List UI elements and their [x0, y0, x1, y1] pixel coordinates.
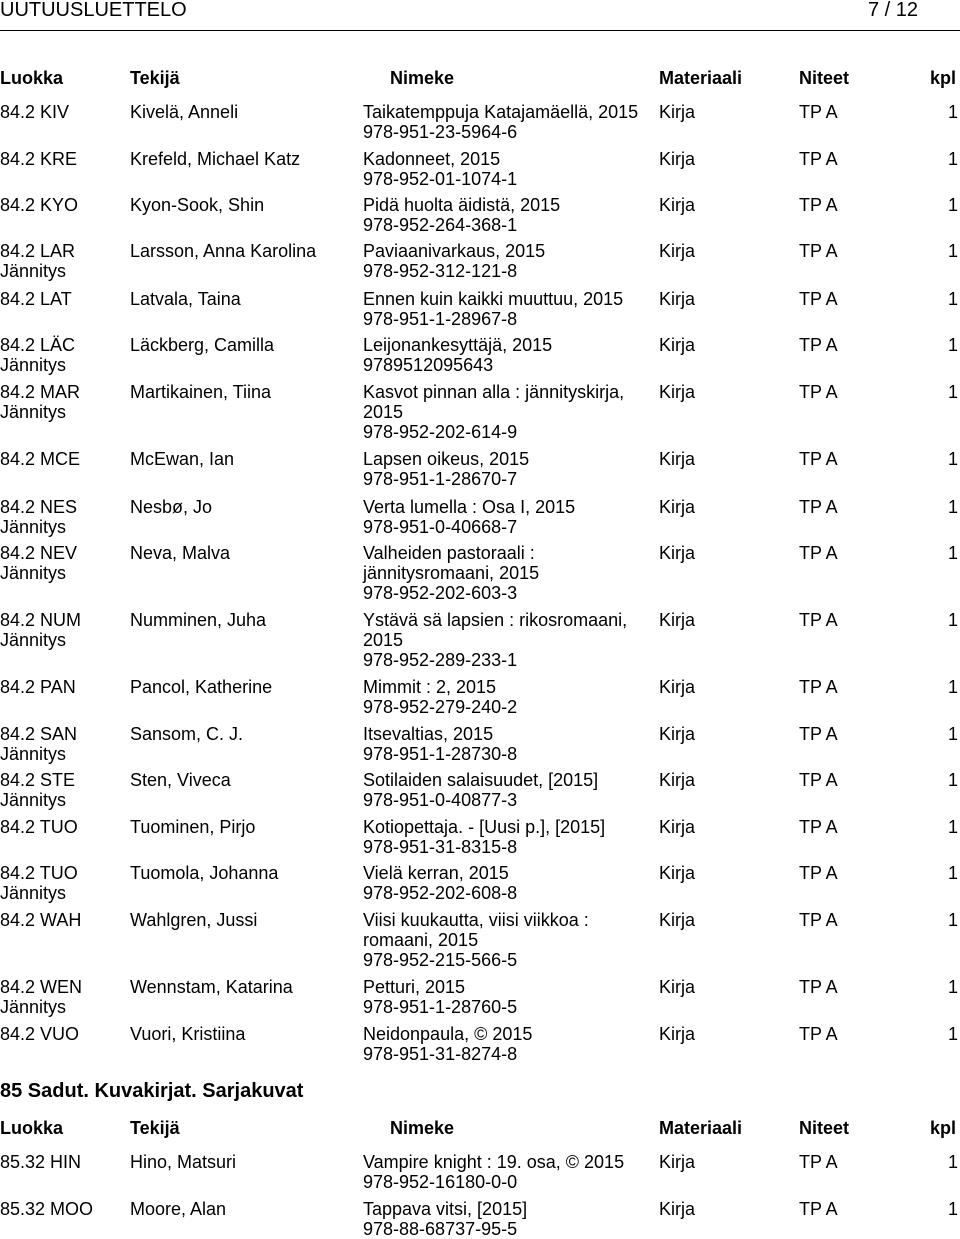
cell-tekija: Pancol, Katherine	[130, 677, 273, 697]
genre-label: Jännitys	[0, 355, 67, 375]
genre-label: Jännitys	[0, 997, 67, 1017]
isbn: 978-952-279-240-2	[363, 697, 518, 717]
header-tekija: Tekijä	[130, 68, 180, 88]
cell-materiaali: Kirja	[659, 770, 696, 790]
class-code: 85.32 MOO	[0, 1199, 94, 1219]
cell-tekija: Läckberg, Camilla	[130, 335, 275, 355]
cell-niteet: TP A	[799, 817, 838, 837]
cell-materiaali: Kirja	[659, 910, 696, 930]
cell-materiaali: Kirja	[659, 977, 696, 997]
cell-nimeke	[363, 289, 648, 329]
cell-luokka	[0, 770, 120, 810]
title-line: Ystävä sä lapsien : rikosromaani,	[363, 610, 628, 630]
table-header-2	[0, 1117, 960, 1139]
cell-kpl: 1	[948, 102, 959, 122]
cell-niteet: TP A	[799, 724, 838, 744]
cell-nimeke	[363, 335, 648, 375]
cell-materiaali: Kirja	[659, 1024, 696, 1044]
cell-niteet: TP A	[799, 610, 838, 630]
cell-luokka	[0, 817, 120, 837]
class-code: 84.2 PAN	[0, 677, 76, 697]
cell-tekija: Tuomola, Johanna	[130, 863, 279, 883]
cell-luokka	[0, 449, 120, 469]
cell-tekija: Vuori, Kristiina	[130, 1024, 246, 1044]
title-line: Sotilaiden salaisuudet, [2015]	[363, 770, 599, 790]
isbn: 978-951-23-5964-6	[363, 122, 518, 142]
cell-tekija: Martikainen, Tiina	[130, 382, 272, 402]
genre-label: Jännitys	[0, 261, 67, 281]
cell-kpl: 1	[948, 1024, 959, 1044]
cell-nimeke	[363, 977, 648, 1017]
cell-luokka	[0, 382, 120, 422]
cell-tekija: McEwan, Ian	[130, 449, 235, 469]
isbn: 978-951-31-8315-8	[363, 837, 518, 857]
title-line: Valheiden pastoraali :	[363, 543, 535, 563]
class-code: 84.2 LÄC	[0, 335, 76, 355]
page-number: 7 / 12	[867, 0, 918, 21]
cell-materiaali: Kirja	[659, 289, 696, 309]
cell-niteet: TP A	[799, 863, 838, 883]
isbn: 978-952-312-121-8	[363, 261, 518, 281]
cell-tekija: Kyon-Sook, Shin	[130, 195, 265, 215]
cell-nimeke	[363, 724, 648, 764]
genre-label: Jännitys	[0, 630, 67, 650]
cell-niteet: TP A	[799, 449, 838, 469]
title-line: Vielä kerran, 2015	[363, 863, 509, 883]
cell-tekija: Wahlgren, Jussi	[130, 910, 258, 930]
cell-nimeke	[363, 449, 648, 489]
cell-tekija: Neva, Malva	[130, 543, 231, 563]
cell-materiaali: Kirja	[659, 449, 696, 469]
isbn: 978-951-0-40668-7	[363, 517, 518, 537]
class-code: 84.2 NUM	[0, 610, 82, 630]
header-luokka: Luokka	[0, 68, 64, 88]
cell-luokka	[0, 241, 120, 281]
cell-niteet: TP A	[799, 977, 838, 997]
isbn: 978-952-202-603-3	[363, 583, 518, 603]
cell-niteet: TP A	[799, 910, 838, 930]
class-code: 85.32 HIN	[0, 1152, 82, 1172]
cell-materiaali: Kirja	[659, 102, 696, 122]
header-materiaali: Materiaali	[659, 1118, 743, 1138]
cell-kpl: 1	[948, 977, 959, 997]
header-nimeke: Nimeke	[390, 1118, 455, 1138]
class-code: 84.2 WAH	[0, 910, 82, 930]
class-code: 84.2 VUO	[0, 1024, 80, 1044]
isbn: 978-952-16180-0-0	[363, 1172, 518, 1192]
cell-kpl: 1	[948, 497, 959, 517]
cell-kpl: 1	[948, 241, 959, 261]
class-code: 84.2 KRE	[0, 149, 78, 169]
header-tekija: Tekijä	[130, 1118, 180, 1138]
cell-tekija: Larsson, Anna Karolina	[130, 241, 317, 261]
isbn: 978-952-202-608-8	[363, 883, 518, 903]
cell-luokka	[0, 102, 120, 122]
cell-materiaali: Kirja	[659, 195, 696, 215]
cell-tekija: Kivelä, Anneli	[130, 102, 239, 122]
cell-materiaali: Kirja	[659, 1152, 696, 1172]
cell-kpl: 1	[948, 677, 959, 697]
cell-nimeke	[363, 817, 648, 857]
cell-materiaali: Kirja	[659, 382, 696, 402]
title-line: Ennen kuin kaikki muuttuu, 2015	[363, 289, 624, 309]
title-line: Mimmit : 2, 2015	[363, 677, 497, 697]
cell-niteet: TP A	[799, 149, 838, 169]
cell-niteet: TP A	[799, 335, 838, 355]
cell-luokka	[0, 977, 120, 1017]
cell-kpl: 1	[948, 382, 959, 402]
cell-luokka	[0, 289, 120, 309]
cell-tekija: Hino, Matsuri	[130, 1152, 237, 1172]
genre-label: Jännitys	[0, 744, 67, 764]
cell-materiaali: Kirja	[659, 241, 696, 261]
cell-kpl: 1	[948, 724, 959, 744]
genre-label: Jännitys	[0, 402, 67, 422]
title-line: Verta lumella : Osa I, 2015	[363, 497, 576, 517]
page-title: UUTUUSLUETTELO	[0, 0, 187, 21]
title-line: Petturi, 2015	[363, 977, 466, 997]
cell-nimeke	[363, 677, 648, 717]
cell-niteet: TP A	[799, 543, 838, 563]
cell-kpl: 1	[948, 149, 959, 169]
class-code: 84.2 LAR	[0, 241, 76, 261]
cell-luokka	[0, 677, 120, 697]
class-code: 84.2 KYO	[0, 195, 79, 215]
cell-nimeke	[363, 102, 648, 142]
cell-niteet: TP A	[799, 770, 838, 790]
title-line: Lapsen oikeus, 2015	[363, 449, 530, 469]
top-rule	[0, 30, 960, 31]
title-line: romaani, 2015	[363, 930, 479, 950]
cell-tekija: Latvala, Taina	[130, 289, 241, 309]
cell-luokka	[0, 149, 120, 169]
cell-materiaali: Kirja	[659, 497, 696, 517]
cell-materiaali: Kirja	[659, 543, 696, 563]
title-line: Leijonankesyttäjä, 2015	[363, 335, 553, 355]
cell-niteet: TP A	[799, 289, 838, 309]
cell-tekija: Nesbø, Jo	[130, 497, 213, 517]
genre-label: Jännitys	[0, 563, 67, 583]
title-line: Itsevaltias, 2015	[363, 724, 494, 744]
header-luokka: Luokka	[0, 1118, 64, 1138]
cell-materiaali: Kirja	[659, 677, 696, 697]
cell-luokka	[0, 724, 120, 764]
cell-tekija: Krefeld, Michael Katz	[130, 149, 301, 169]
header-nimeke: Nimeke	[390, 68, 455, 88]
cell-luokka	[0, 195, 120, 215]
header-kpl: kpl	[930, 68, 957, 88]
title-line: Kotiopettaja. - [Uusi p.], [2015]	[363, 817, 606, 837]
cell-kpl: 1	[948, 910, 959, 930]
cell-tekija: Tuominen, Pirjo	[130, 817, 256, 837]
title-line: Kasvot pinnan alla : jännityskirja,	[363, 382, 625, 402]
title-line: 2015	[363, 630, 404, 650]
cell-materiaali: Kirja	[659, 149, 696, 169]
cell-kpl: 1	[948, 449, 959, 469]
cell-niteet: TP A	[799, 497, 838, 517]
isbn: 978-951-1-28730-8	[363, 744, 518, 764]
cell-niteet: TP A	[799, 1024, 838, 1044]
cell-luokka	[0, 543, 120, 583]
cell-kpl: 1	[948, 1199, 959, 1219]
cell-nimeke	[363, 1152, 648, 1192]
cell-nimeke	[363, 543, 648, 603]
isbn: 9789512095643	[363, 355, 494, 375]
cell-kpl: 1	[948, 195, 959, 215]
cell-materiaali: Kirja	[659, 610, 696, 630]
header-kpl: kpl	[930, 1118, 957, 1138]
isbn: 978-952-202-614-9	[363, 422, 518, 442]
title-line: Pidä huolta äidistä, 2015	[363, 195, 561, 215]
isbn: 978-952-264-368-1	[363, 215, 518, 235]
title-line: Paviaanivarkaus, 2015	[363, 241, 546, 261]
cell-materiaali: Kirja	[659, 863, 696, 883]
isbn: 978-952-289-233-1	[363, 650, 518, 670]
cell-kpl: 1	[948, 817, 959, 837]
cell-luokka	[0, 335, 120, 375]
header-niteet: Niteet	[799, 1118, 850, 1138]
cell-niteet: TP A	[799, 382, 838, 402]
cell-niteet: TP A	[799, 241, 838, 261]
title-line: Taikatemppuja Katajamäellä, 2015	[363, 102, 639, 122]
isbn: 978-951-1-28967-8	[363, 309, 518, 329]
cell-nimeke	[363, 195, 648, 235]
cell-nimeke	[363, 863, 648, 903]
table-header	[0, 67, 960, 89]
class-code: 84.2 MCE	[0, 449, 81, 469]
isbn: 978-951-31-8274-8	[363, 1044, 518, 1064]
cell-niteet: TP A	[799, 195, 838, 215]
cell-luokka	[0, 1199, 120, 1219]
title-line: jännitysromaani, 2015	[363, 563, 540, 583]
class-code: 84.2 LAT	[0, 289, 72, 309]
title-line: Neidonpaula, © 2015	[363, 1024, 533, 1044]
cell-materiaali: Kirja	[659, 817, 696, 837]
cell-nimeke	[363, 910, 648, 970]
title-line: 2015	[363, 402, 404, 422]
cell-tekija: Wennstam, Katarina	[130, 977, 293, 997]
section-title: 85 Sadut. Kuvakirjat. Sarjakuvat	[0, 1080, 304, 1102]
cell-niteet: TP A	[799, 1152, 838, 1172]
cell-kpl: 1	[948, 1152, 959, 1172]
class-code: 84.2 NES	[0, 497, 78, 517]
isbn: 978-952-01-1074-1	[363, 169, 518, 189]
cell-niteet: TP A	[799, 102, 838, 122]
title-line: Vampire knight : 19. osa, © 2015	[363, 1152, 625, 1172]
cell-nimeke	[363, 610, 648, 670]
cell-tekija: Moore, Alan	[130, 1199, 227, 1219]
class-code: 84.2 TUO	[0, 863, 78, 883]
cell-niteet: TP A	[799, 1199, 838, 1219]
cell-nimeke	[363, 497, 648, 537]
class-code: 84.2 MAR	[0, 382, 81, 402]
class-code: 84.2 STE	[0, 770, 76, 790]
cell-materiaali: Kirja	[659, 335, 696, 355]
isbn: 978-951-1-28670-7	[363, 469, 518, 489]
isbn: 978-951-0-40877-3	[363, 790, 518, 810]
cell-kpl: 1	[948, 289, 959, 309]
cell-niteet: TP A	[799, 677, 838, 697]
class-code: 84.2 NEV	[0, 543, 78, 563]
genre-label: Jännitys	[0, 517, 67, 537]
class-code: 84.2 KIV	[0, 102, 70, 122]
genre-label: Jännitys	[0, 883, 67, 903]
cell-tekija: Sten, Viveca	[130, 770, 231, 790]
cell-nimeke	[363, 1024, 648, 1064]
cell-nimeke	[363, 149, 648, 189]
title-line: Kadonneet, 2015	[363, 149, 501, 169]
cell-luokka	[0, 1152, 120, 1172]
header-niteet: Niteet	[799, 68, 850, 88]
title-line: Viisi kuukautta, viisi viikkoa :	[363, 910, 589, 930]
cell-nimeke	[363, 770, 648, 810]
class-code: 84.2 TUO	[0, 817, 78, 837]
cell-luokka	[0, 610, 120, 650]
cell-nimeke	[363, 382, 648, 442]
cell-kpl: 1	[948, 335, 959, 355]
cell-nimeke	[363, 1199, 648, 1239]
cell-luokka	[0, 497, 120, 537]
isbn: 978-951-1-28760-5	[363, 997, 518, 1017]
cell-luokka	[0, 910, 120, 930]
cell-materiaali: Kirja	[659, 724, 696, 744]
class-code: 84.2 WEN	[0, 977, 83, 997]
cell-materiaali: Kirja	[659, 1199, 696, 1219]
class-code: 84.2 SAN	[0, 724, 78, 744]
isbn: 978-952-215-566-5	[363, 950, 518, 970]
title-line: Tappava vitsi, [2015]	[363, 1199, 528, 1219]
cell-nimeke	[363, 241, 648, 281]
cell-luokka	[0, 1024, 120, 1044]
cell-kpl: 1	[948, 770, 959, 790]
isbn: 978-88-68737-95-5	[363, 1219, 518, 1239]
cell-luokka	[0, 863, 120, 903]
cell-tekija: Numminen, Juha	[130, 610, 267, 630]
header-materiaali: Materiaali	[659, 68, 743, 88]
genre-label: Jännitys	[0, 790, 67, 810]
cell-kpl: 1	[948, 543, 959, 563]
cell-tekija: Sansom, C. J.	[130, 724, 244, 744]
cell-kpl: 1	[948, 863, 959, 883]
cell-kpl: 1	[948, 610, 959, 630]
